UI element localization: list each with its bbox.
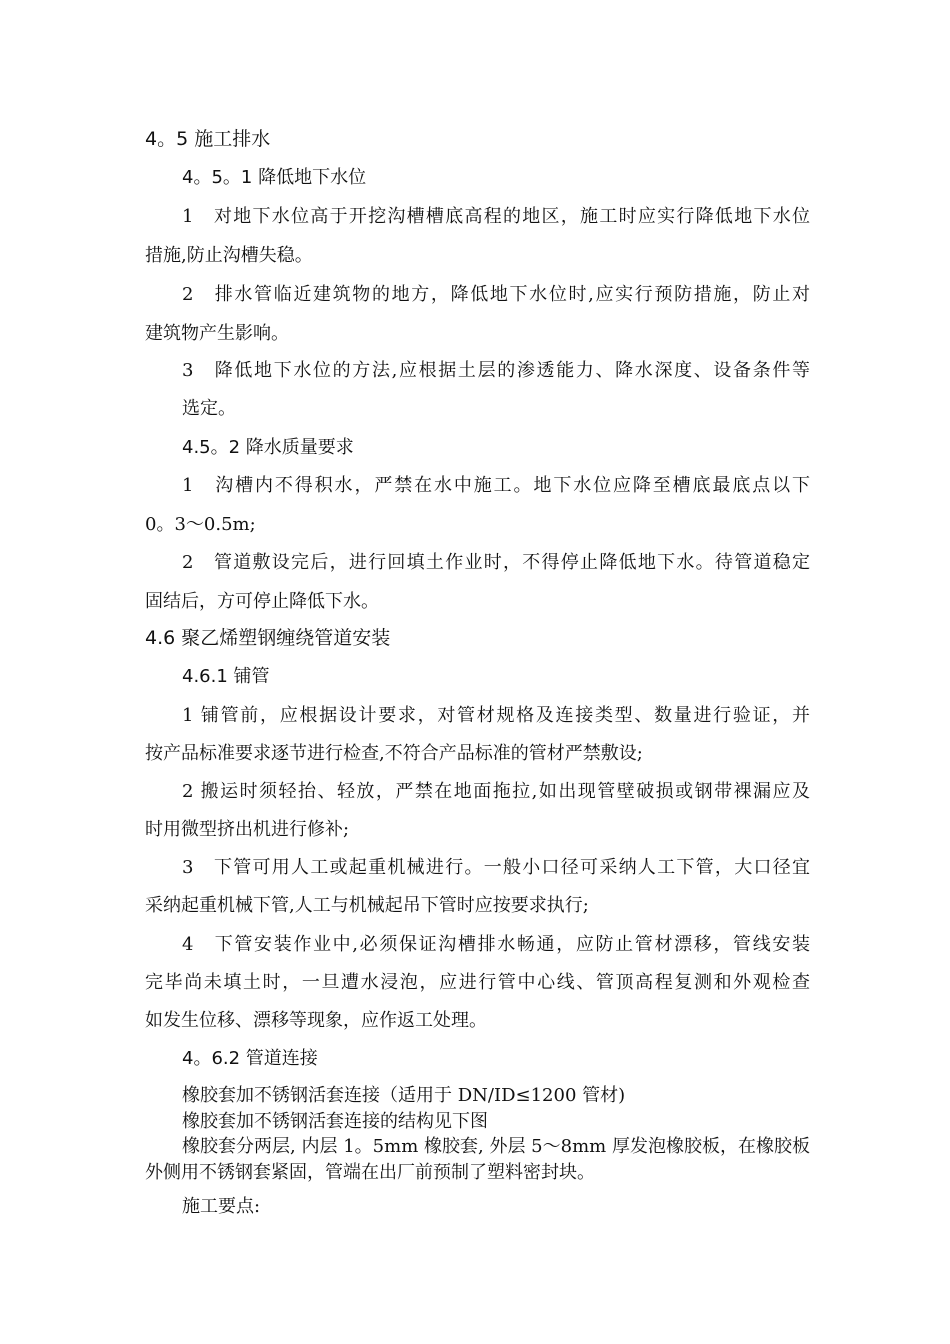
paragraph-line: 建筑物产生影响。 bbox=[145, 323, 289, 344]
paragraph-line: 采纳起重机械下管,人工与机械起吊下管时应按要求执行; bbox=[145, 895, 589, 916]
construction-points-label: 施工要点: bbox=[182, 1196, 261, 1217]
paragraph-line: 时用微型挤出机进行修补; bbox=[145, 819, 350, 840]
paragraph-line: 4 下管安装作业中,必须保证沟槽排水畅通，应防止管材漂移，管线安装 bbox=[182, 934, 810, 955]
paragraph-line: 橡胶套加不锈钢活套连接的结构见下图 bbox=[182, 1111, 488, 1132]
paragraph-line: 2 搬运时须轻抬、轻放，严禁在地面拖拉,如出现管壁破损或钢带裸漏应及 bbox=[182, 781, 810, 802]
subsection-title-4-5-1: 4。5。1 降低地下水位 bbox=[182, 167, 367, 188]
paragraph-line: 2 排水管临近建筑物的地方，降低地下水位时,应实行预防措施，防止对 bbox=[182, 284, 810, 305]
section-heading-4-6: 4.6 聚乙烯塑钢缠绕管道安装 bbox=[145, 627, 391, 649]
paragraph-line: 完毕尚未填土时，一旦遭水浸泡，应进行管中心线、管顶高程复测和外观检查 bbox=[145, 972, 810, 993]
paragraph-line: 3 降低地下水位的方法,应根据土层的渗透能力、降水深度、设备条件等 bbox=[182, 360, 810, 381]
subsection-title-4-5-2: 4.5。2 降水质量要求 bbox=[182, 437, 354, 458]
paragraph-line: 措施,防止沟槽失稳。 bbox=[145, 245, 313, 266]
paragraph-line: 固结后，方可停止降低下水。 bbox=[145, 591, 379, 612]
paragraph-line: 2 管道敷设完后，进行回填土作业时，不得停止降低地下水。待管道稳定 bbox=[182, 552, 810, 573]
paragraph-line: 橡胶套分两层, 内层 1。5mm 橡胶套, 外层 5～8mm 厚发泡橡胶板，在橡胶板 bbox=[182, 1136, 810, 1157]
paragraph-line: 橡胶套加不锈钢活套连接（适用于 DN/ID≤1200 管材) bbox=[182, 1085, 626, 1106]
paragraph-line: 0。3～0.5m; bbox=[145, 514, 256, 535]
paragraph-line: 按产品标准要求逐节进行检查,不符合产品标准的管材严禁敷设; bbox=[145, 743, 643, 764]
paragraph-line: 1 铺管前，应根据设计要求，对管材规格及连接类型、数量进行验证，并 bbox=[182, 705, 810, 726]
subsection-title-4-6-2: 4。6.2 管道连接 bbox=[182, 1048, 318, 1069]
subsection-title-4-6-1: 4.6.1 铺管 bbox=[182, 666, 270, 687]
paragraph-line: 3 下管可用人工或起重机械进行。一般小口径可采纳人工下管，大口径宜 bbox=[182, 857, 810, 878]
section-heading-4-5: 4。5 施工排水 bbox=[145, 128, 271, 150]
paragraph-line: 选定。 bbox=[182, 398, 236, 419]
paragraph-line: 1 对地下水位高于开挖沟槽槽底高程的地区，施工时应实行降低地下水位 bbox=[182, 206, 810, 227]
paragraph-line: 如发生位移、漂移等现象，应作返工处理。 bbox=[145, 1010, 487, 1031]
paragraph-line: 外侧用不锈钢套紧固，管端在出厂前预制了塑料密封块。 bbox=[145, 1162, 595, 1183]
paragraph-line: 1 沟槽内不得积水，严禁在水中施工。地下水位应降至槽底最底点以下 bbox=[182, 475, 810, 496]
